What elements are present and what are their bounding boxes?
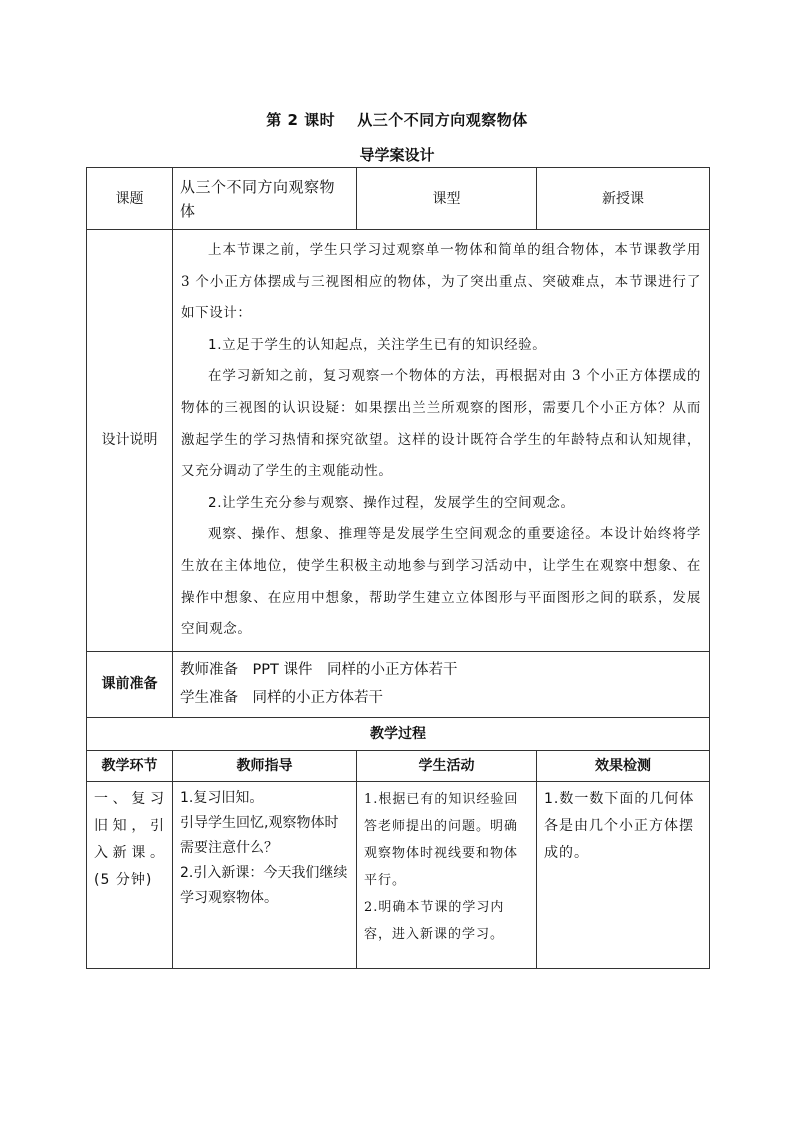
effect-text: 1.数一数下面的几何体各是由几个小正方体摆成的。 [544,790,695,861]
design-paragraph: 上本节课之前，学生只学习过观察单一物体和简单的组合物体，本节课教学用 3 个小正方体摆成与三视图相应的物体，为了突出重点、突破难点，本节课进行了如下设计： [181,242,701,322]
teacher-prep: 教师准备 PPT 课件 同样的小正方体若干 [180,662,458,679]
column-header-teacher: 教师指导 [173,750,357,781]
lesson-number: 第 2 课时 [266,111,336,129]
teacher-step: 引导学生回忆,观察物体时需要注意什么？ [180,814,339,856]
info-row [87,168,710,230]
design-description [173,230,710,652]
student-step: 2.明确本节课的学习内容，进入新课的学习。 [364,899,505,942]
prep-content [173,651,710,717]
design-row [87,230,710,652]
lesson-plan-table [86,167,710,969]
table-row [87,781,710,968]
design-paragraph: 1.立足于学生的认知起点，关注学生已有的知识经验。 [208,336,547,353]
topic-label: 课题 [87,168,173,230]
process-title-row [87,717,710,750]
column-header-student: 学生活动 [357,750,537,781]
lesson-name: 从三个不同方向观察物体 [357,111,528,129]
phase-cell [87,781,173,968]
type-value: 新授课 [537,168,710,230]
design-paragraph: 2.让学生充分参与观察、操作过程，发展学生的空间观念。 [208,494,575,511]
prep-row [87,651,710,717]
design-paragraph: 在学习新知之前，复习观察一个物体的方法，再根据对由 3 个小正方体摆成的物体的三视图的认识设疑：如果摆出兰兰所观察的图形，需要几个小正方体？从而激起学生的学习热情和探究欲望。这样的设计既符合学生的年龄特点和认知规律，又充分调动了学生的主观能动性。 [181,368,701,480]
design-label: 设计说明 [87,230,173,652]
teacher-step: 1.复习旧知。 [180,789,264,806]
lesson-title [0,109,794,130]
teacher-guidance-cell [173,781,357,968]
type-label: 课型 [357,168,537,230]
page-subtitle: 导学案设计 [359,146,435,164]
prep-label: 课前准备 [87,651,173,717]
process-header-row [87,750,710,781]
phase-text: 一、复习旧知，引入新课。(5 分钟) [94,790,165,888]
student-prep: 学生准备 同样的小正方体若干 [180,690,383,707]
student-step: 1.根据已有的知识经验回答老师提出的问题。明确观察物体时视线要和物体平行。 [364,791,519,888]
design-paragraph: 观察、操作、想象、推理等是发展学生空间观念的重要途径。本设计始终将学生放在主体地位，使学生积极主动地参与到学习活动中，让学生在观察中想象、在操作中想象、在应用中想象，帮助学生建立立体图形与平面图形之间的联系，发展空间观念。 [181,526,701,638]
effect-check-cell [537,781,710,968]
column-header-phase: 教学环节 [87,750,173,781]
topic-value: 从三个不同方向观察物体 [173,168,357,230]
process-title: 教学过程 [87,717,710,750]
teacher-step: 2.引入新课：今天我们继续学习观察物体。 [180,864,348,906]
column-header-effect: 效果检测 [537,750,710,781]
student-activity-cell [357,781,537,968]
